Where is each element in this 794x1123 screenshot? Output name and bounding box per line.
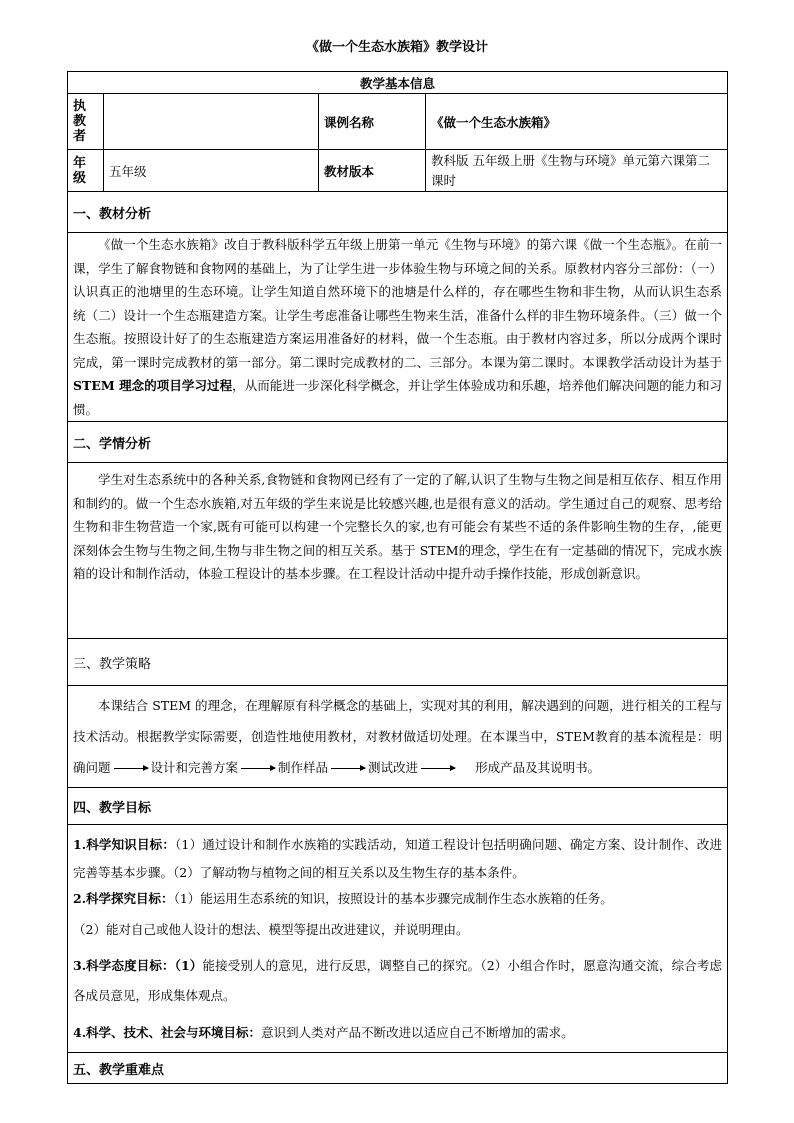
goal-3 <box>73 951 722 1011</box>
section2-title-row <box>68 422 728 463</box>
goal-3-label: 3.科学态度目标：（1） <box>73 958 203 973</box>
section-title-key-points: 五、教学重难点 <box>68 1053 728 1084</box>
goal-1 <box>73 831 722 887</box>
flow-arrow-icon <box>241 768 275 769</box>
section4-body-row <box>68 825 728 1053</box>
materials-text-part2: ，从而能进一步深化科学概念，并让学生体验成功和乐趣，培养他们解决问题的能力和习惯。 <box>73 378 723 417</box>
flow-step-4: 测试改进 <box>368 760 419 775</box>
goal-4-text: 意识到人类对产品不断改进以适应自己不断增加的需求。 <box>261 1025 574 1040</box>
section-title-students: 二、学情分析 <box>68 422 728 463</box>
students-analysis-text: 学生对生态系统中的各种关系,食物链和食物网已经有了一定的了解,认识了生物与生物之间是相互依存、相互作用和制约的。做一个生态水族箱,对五年级的学生来说是比较感兴趣,也是很有意义的活动。学生通过自己的观察、思考给生物和非生物营造一个家,既有可能可以构建一个完整长久的家,也有可能会有某些不适的条件影响生物的生存，,能更深刻体会生物与生物之间,生物与非生物之间的相互关系。基于 STEM的理念，学生在有一定基础的情况下，完成水族箱的设计和制作活动，体验工程设计的基本步骤。在工程设计活动中提升动手操作技能，形成创新意识。 <box>68 463 728 639</box>
textbook-value: 教科版 五年级上册《生物与环境》单元第六课第二课时 <box>426 150 728 192</box>
section1-body-row <box>68 233 728 422</box>
flow-arrow-icon <box>421 768 455 769</box>
grade-row <box>68 150 728 192</box>
teacher-label: 执教者 <box>68 94 104 150</box>
goal-2-label: 2.科学探究目标： <box>73 891 174 906</box>
materials-text-part1: 《做一个生态水族箱》改自于教科版科学五年级上册第一单元《生物与环境》的第六课《做一个生态瓶》。在前一课，学生了解食物链和食物网的基础上，为了让学生进一步体验生物与环境之间的关系。原教材内容分三部份：（一）认识真正的池塘里的生态环境。让学生知道自然环境下的池塘是什么样的，存在哪些生物和非生物，从而认识生态系统（二）设计一个生态瓶建造方案。让学生考虑准备让哪些生物来生活，准备什么样的非生物环境条件。（三）做一个生态瓶。按照设计好了的生态瓶建造方案运用准备好的材料，做一个生态瓶。由于教材内容过多，所以分成两个课时完成，第一课时完成教材的第一部分。第二课时完成教材的二、三部分。本课为第二课时。本课教学活动设计为基于 <box>73 237 723 370</box>
section-title-strategy: 三、教学策略 <box>68 639 728 686</box>
section3-body-row <box>68 686 728 788</box>
grade-label: 年级 <box>68 150 104 192</box>
basic-info-header: 教学基本信息 <box>68 72 728 94</box>
section2-body-row <box>68 463 728 639</box>
teacher-value <box>104 94 319 150</box>
goal-4-label: 4.科学、技术、社会与环境目标： <box>73 1025 262 1040</box>
lesson-plan-table <box>67 71 728 1084</box>
goal-2 <box>73 887 722 910</box>
section4-title-row <box>68 788 728 825</box>
teacher-row <box>68 94 728 150</box>
goal-2b-text: （2）能对自己或他人设计的想法、模型等提出改进建议，并说明理由。 <box>73 922 469 937</box>
section-title-materials: 一、教材分析 <box>68 192 728 233</box>
goal-4 <box>73 1021 722 1044</box>
section5-title-row <box>68 1053 728 1084</box>
materials-text-bold: STEM 理念的项目学习过程 <box>73 378 233 393</box>
goal-2b <box>73 918 722 941</box>
flow-step-5: 形成产品及其说明书。 <box>475 760 601 775</box>
goal-1-label: 1.科学知识目标： <box>73 837 175 852</box>
document-title: 《做一个生态水族箱》教学设计 <box>305 40 488 55</box>
flow-step-3: 制作样品 <box>278 760 329 775</box>
textbook-label: 教材版本 <box>319 150 426 192</box>
basic-info-header-row <box>68 72 728 94</box>
lesson-name-value: 《做一个生态水族箱》 <box>426 94 728 150</box>
strategy-intro: 本课结合 STEM 的理念，在理解原有科学概念的基础上，实现对其的利用，解决遇到的问题，进行相关的工程与技术活动。根据教学实际需要，创造性地使用教材，对教材做适切处理。在本课当中，STEM教育的基本流程是： <box>73 698 723 744</box>
goal-1-text: （1）通过设计和制作水族箱的实践活动，知道工程设计包括明确问题、确定方案、设计制作、改进完善等基本步骤。（2）了解动物与植物之间的相互关系以及生物生存的基本条件。 <box>73 837 722 880</box>
section3-title-row <box>68 639 728 686</box>
section1-title-row <box>68 192 728 233</box>
teaching-goals <box>68 825 728 1053</box>
flow-step-2: 设计和完善方案 <box>150 760 239 775</box>
goal-2-text: （1）能运用生态系统的知识，按照设计的基本步骤完成制作生态水族箱的任务。 <box>173 891 613 906</box>
flow-step-1: 明确问题 <box>73 729 723 775</box>
flow-arrow-icon <box>331 768 365 769</box>
grade-value: 五年级 <box>104 150 319 192</box>
flow-arrow-icon <box>114 768 148 769</box>
lesson-name-label: 课例名称 <box>319 94 426 150</box>
goal-3-text: 能接受别人的意见，进行反思，调整自己的探究。（2）小组合作时，愿意沟通交流，综合考虑各成员意见，形成集体观点。 <box>73 958 723 1003</box>
strategy-text <box>68 686 728 788</box>
section-title-goals: 四、教学目标 <box>68 788 728 825</box>
materials-analysis-text <box>68 233 728 422</box>
